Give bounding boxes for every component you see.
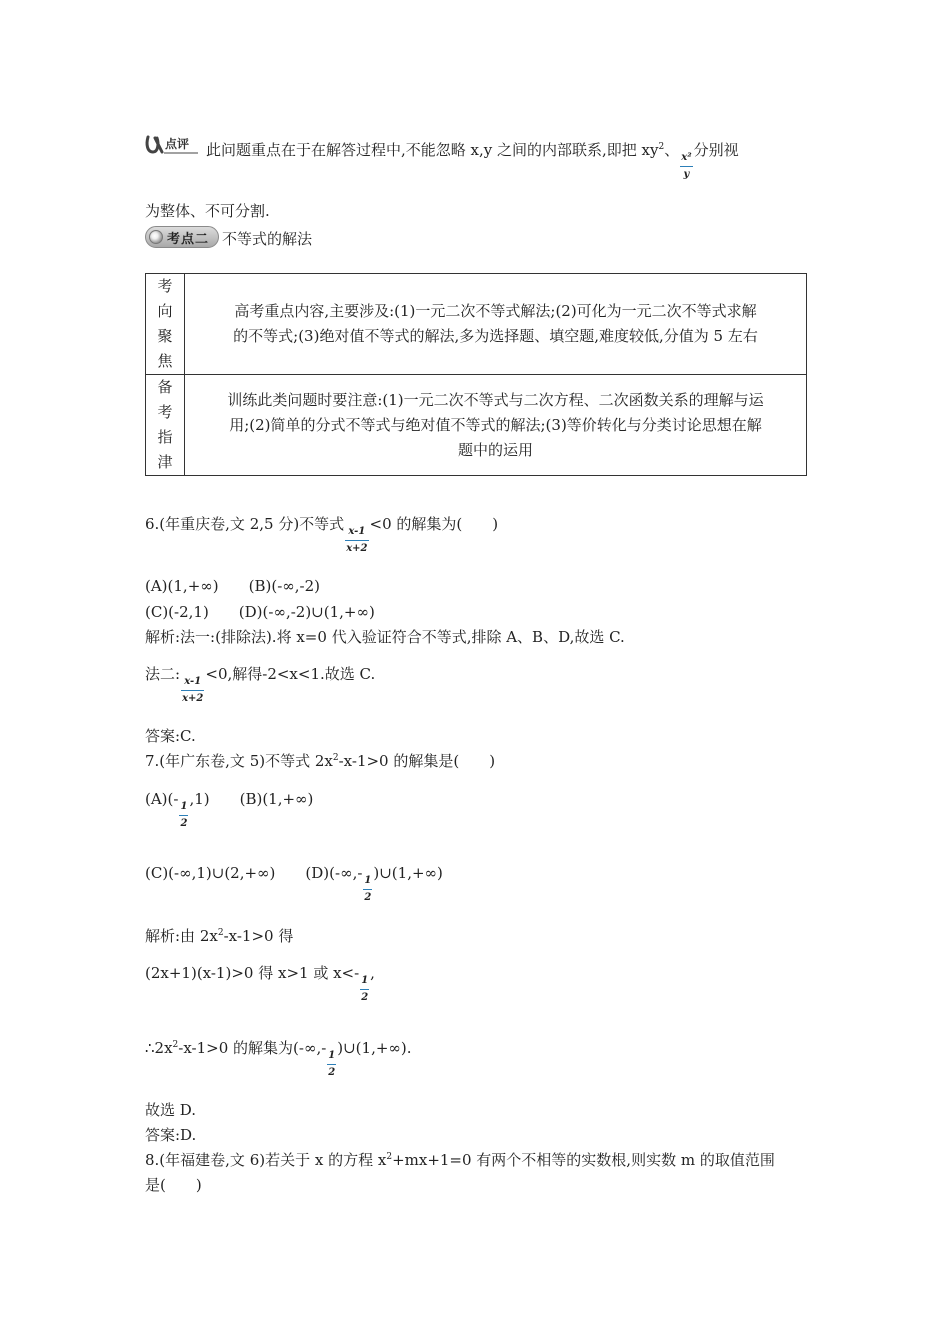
fraction: $\frac{x-1}{x+2}$ bbox=[346, 526, 368, 554]
kaodian-table bbox=[145, 273, 807, 476]
q8-stem-line2: 是( ) bbox=[145, 1176, 202, 1194]
table-row bbox=[146, 375, 807, 476]
q6-stem: 6.(年重庆卷,文 2,5 分)不等式 $\frac{x-1}{x+2}$ <0 的解集为( ) bbox=[145, 515, 499, 554]
q6-answer: 答案:C. bbox=[145, 727, 196, 745]
table-row bbox=[146, 274, 807, 375]
q7-solution2: (2x+1)(x-1)>0 得 x>1 或 x<- $\frac{1}{2}$ , bbox=[145, 964, 375, 1003]
q6-options-cd: (C)(-2,1) (D)(-∞,-2)∪(1,+∞) bbox=[145, 603, 375, 621]
q6-solution1: 解析:法一:(排除法).将 x=0 代入验证符合不等式,排除 A、B、D,故选 C. bbox=[145, 628, 625, 646]
q7-stem: 7.(年广东卷,文 5)不等式 $2x^2-x-1>0$ 的解集是( ) bbox=[145, 752, 496, 770]
fraction: $\frac{1}{2}$ bbox=[364, 875, 372, 903]
q7-answer: 答案:D. bbox=[145, 1126, 197, 1144]
row-content: 高考重点内容,主要涉及:(1)一元二次不等式解法;(2)可化为一元二次不等式求解 的不等式;(3)绝对值不等式的解法,多为选择题、填空题,难度较低,分值为 5 左右 bbox=[185, 274, 807, 375]
kaodian-badge: 考点二 bbox=[145, 226, 219, 248]
dianping-line1: 此问题重点在于在解答过程中,不能忽略 x,y 之间的内部联系,即把 $xy^2$、 $\frac{\text{x²}}{y}$ 分别视 bbox=[206, 141, 739, 180]
row-content: 训练此类问题时要注意:(1)一元二次不等式与二次方程、二次函数关系的理解与运 用;(2)简单的分式不等式与绝对值不等式的解法;(3)等价转化与分类讨论思想在解 题中的运用 bbox=[185, 375, 807, 476]
fraction: $\frac{1}{2}$ bbox=[328, 1050, 336, 1078]
q7-options-cd: (C)(-∞,1)∪(2,+∞) (D)(-∞,- $\frac{1}{2}$ )∪(1,+∞) bbox=[145, 864, 443, 903]
kaodian-title: 不等式的解法 bbox=[222, 230, 313, 248]
row-header: 备 考 指 津 bbox=[146, 375, 185, 476]
bullet-icon bbox=[149, 230, 163, 244]
q7-solution3: $\therefore 2x^2-x-1>0$ 的解集为(-∞,- $\frac{1}{2}$ )∪(1,+∞). bbox=[145, 1039, 412, 1078]
q6-solution2: 法二: $\frac{x-1}{x+2}$ <0,解得-2<x<1.故选 C. bbox=[145, 665, 376, 704]
fraction: $\frac{1}{2}$ bbox=[180, 801, 188, 829]
q7-solution1: 解析:由 $2x^2-x-1>0$ 得 bbox=[145, 927, 294, 945]
fraction: $\frac{1}{2}$ bbox=[361, 975, 369, 1003]
row-header: 考 向 聚 焦 bbox=[146, 274, 185, 375]
q7-options-ab: (A)(- $\frac{1}{2}$ ,1) (B)(1,+∞) bbox=[145, 790, 314, 829]
dianping-icon bbox=[144, 134, 200, 156]
q6-options-ab: (A)(1,+∞) (B)(-∞,-2) bbox=[145, 577, 320, 595]
q7-choose: 故选 D. bbox=[145, 1101, 197, 1119]
fraction: $\frac{x-1}{x+2}$ bbox=[182, 676, 204, 704]
dianping-icon-label: 点评 bbox=[165, 137, 190, 151]
fraction-x2-over-y: $\frac{\text{x²}}{y}$ bbox=[681, 152, 692, 180]
q8-stem: 8.(年福建卷,文 6)若关于 x 的方程 $x^2+mx+1=0$ 有两个不相等的实数根,则实数 m 的取值范围 bbox=[145, 1151, 775, 1169]
dianping-line2: 为整体、不可分割. bbox=[145, 202, 270, 220]
